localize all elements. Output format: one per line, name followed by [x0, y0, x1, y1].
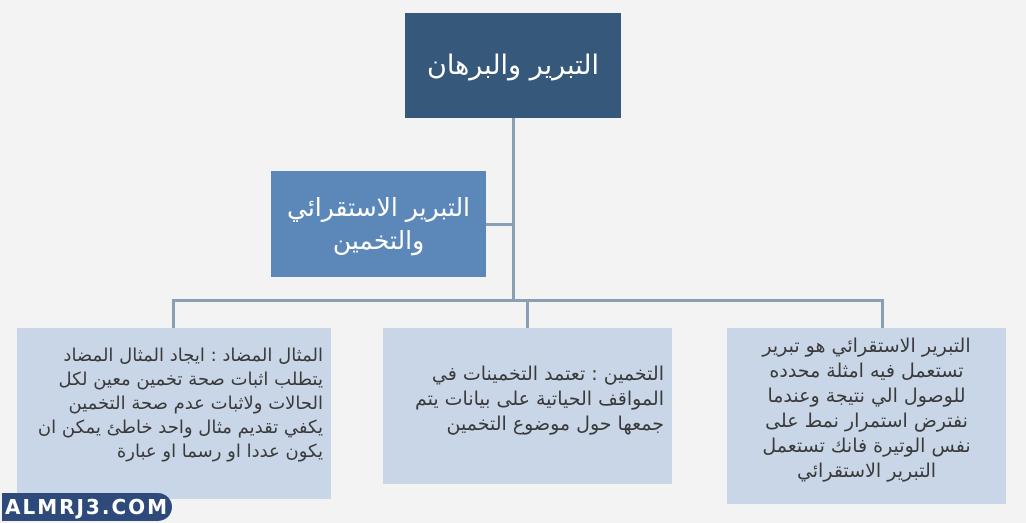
- leaf-right-line: نفترض استمرار نمط على: [765, 410, 968, 432]
- leaf-left-line: الحالات ولاثبات عدم صحة التخمين: [68, 393, 323, 414]
- leaf-right-line: للوصول الي نتيجة وعندما: [767, 385, 966, 407]
- watermark-text: ALMRJ3.COM: [4, 495, 170, 519]
- leaf-left-line: المثال المضاد : ايجاد المثال المضاد: [63, 345, 323, 366]
- branch-node-label: [287, 191, 470, 257]
- leaf-right-line: نفس الوتيرة فانك تستعمل: [762, 435, 971, 457]
- leaf-node-inductive-definition: [727, 328, 1006, 504]
- branch-node-label-line2: والتخمين: [332, 226, 425, 255]
- leaf-right-line: التبرير الاستقرائي هو تبرير: [762, 335, 971, 357]
- branch-node-label-line1: التبرير الاستقرائي: [286, 193, 471, 222]
- leaf-middle-line: جمعها حول موضوع التخمين: [446, 413, 664, 435]
- connector-branch-stub: [486, 223, 513, 226]
- watermark-logo: [2, 493, 172, 521]
- root-node: [405, 13, 621, 118]
- leaf-right-line: التبرير الاستقرائي: [796, 460, 937, 482]
- leaf-node-counterexample: [17, 328, 331, 499]
- leaf-left-line: يتطلب اثبات صحة تخمين معين لكل: [58, 369, 323, 390]
- leaf-left-line: يكفي تقديم مثال واحد خاطئ يمكن ان: [37, 417, 323, 438]
- branch-node-inductive-reasoning: [271, 171, 486, 277]
- connector-root-trunk: [512, 118, 515, 300]
- leaf-middle-line: التخمين : تعتمد التخمينات في: [431, 363, 664, 385]
- leaf-middle-line: المواقف الحياتية على بيانات يتم: [414, 388, 664, 410]
- leaf-right-line: تستعمل فيه امثلة محدده: [769, 360, 964, 382]
- root-node-label: التبرير والبرهان: [426, 50, 600, 81]
- leaf-left-line: يكون عددا او رسما او عبارة: [116, 441, 323, 462]
- connector-left-drop: [172, 299, 175, 329]
- connector-right-drop: [881, 299, 884, 329]
- leaf-node-conjecture: [383, 328, 672, 484]
- connector-middle-drop: [526, 299, 529, 329]
